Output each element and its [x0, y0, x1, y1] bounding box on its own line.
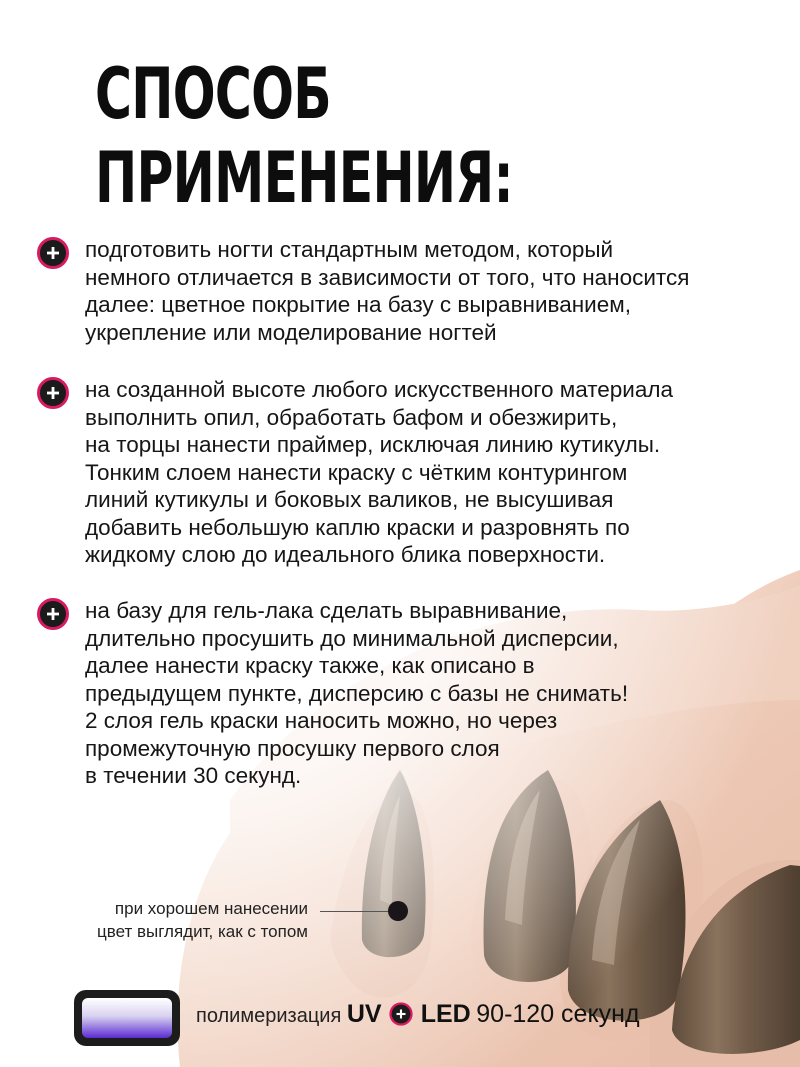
text-line: немного отличается в зависимости от того, что наносится	[85, 264, 690, 290]
curing-label: полимеризация	[196, 1005, 342, 1027]
list-item-text	[85, 376, 673, 569]
text-line: Тонким слоем нанести краску с чётким контурингом	[85, 459, 628, 485]
text-line: предыдущем пункте, дисперсию с базы не снимать!	[85, 680, 629, 706]
curing-uv: UV	[346, 1000, 382, 1028]
text-line: далее: цветное покрытие на базу с выравниванием,	[85, 292, 631, 317]
text-line: добавить небольшую каплю краски и разровнять по	[85, 514, 630, 540]
text-line: на базу для гель-лака сделать выравнивание,	[85, 598, 568, 623]
text-line: далее нанести краску также, как описано в	[85, 653, 535, 678]
text-line: жидкому слою до идеального блика поверхности.	[85, 542, 606, 567]
text-line: длительно просушить до минимальной дисперсии,	[85, 625, 619, 651]
page-title	[95, 52, 513, 220]
callout-note-line: при хорошем нанесении	[114, 899, 308, 918]
uv-led-lamp-icon	[72, 988, 182, 1048]
plus-circle-icon	[37, 598, 69, 630]
text-line: линий кутикулы и боковых валиков, не высушивая	[85, 487, 614, 512]
page-title-line-1: СПОСОБ	[95, 53, 331, 135]
page-title-line-2: ПРИМЕНЕНИЯ:	[95, 137, 513, 219]
plus-circle-icon	[37, 377, 69, 409]
callout-note	[97, 897, 308, 943]
text-line: укрепление или моделирование ногтей	[85, 319, 497, 345]
text-line: на созданной высоте любого искусственного материала	[85, 377, 674, 402]
text-line: промежуточную просушку первого слоя	[85, 735, 500, 761]
curing-time: 90-120 секунд	[476, 1000, 640, 1028]
text-line: подготовить ногти стандартным методом, который	[85, 237, 614, 262]
curing-info	[196, 1000, 640, 1029]
text-line: выполнить опил, обработать бафом и обезжирить,	[85, 404, 618, 430]
curing-led: LED	[420, 1000, 471, 1028]
list-item-text	[85, 597, 628, 790]
text-line: 2 слоя гель краски наносить можно, но через	[85, 708, 558, 733]
plus-circle-icon	[37, 237, 69, 269]
list-item-text	[85, 236, 689, 346]
callout-dot	[388, 901, 408, 921]
text-line: на торцы нанести праймер, исключая линию кутикулы.	[85, 432, 661, 457]
callout-leader-line	[320, 911, 390, 912]
callout-note-line: цвет выглядит, как с топом	[97, 922, 308, 941]
plus-circle-icon	[389, 1002, 413, 1026]
text-line: в течении 30 секунд.	[85, 763, 302, 788]
